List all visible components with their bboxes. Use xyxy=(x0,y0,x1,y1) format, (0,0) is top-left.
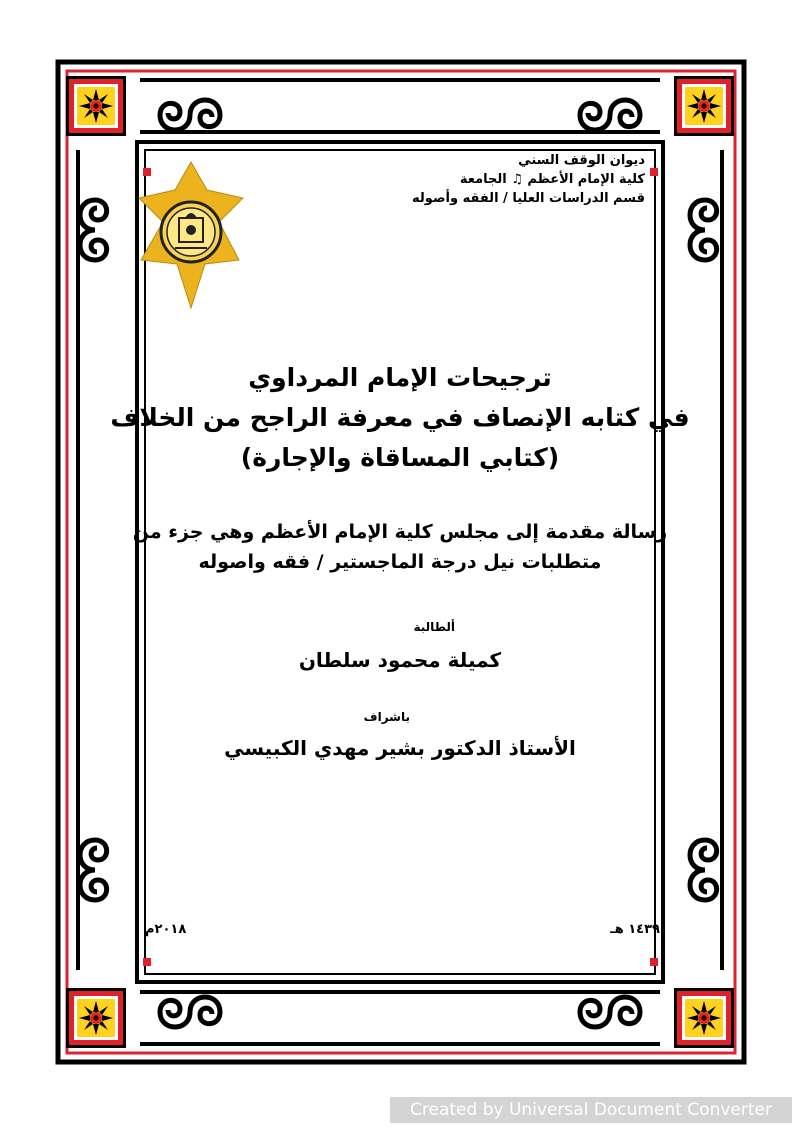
converter-watermark: Created by Universal Document Converter xyxy=(390,1097,792,1123)
institution-line-1: ديوان الوقف السني xyxy=(518,153,645,168)
institution-line-3: قسم الدراسات العليا / الفقه وأصوله xyxy=(412,191,645,206)
title-line-1: ترجيحات الإمام المرداوي xyxy=(248,363,552,392)
supervisor-label: باشراف xyxy=(363,710,410,724)
title-line-3: (كتابي المساقاة والإجارة) xyxy=(240,443,560,472)
title-line-2: في كتابه الإنصاف في معرفة الراجح من الخلاف xyxy=(110,403,690,432)
subtitle-line-1: رسالة مقدمة إلى مجلس كلية الإمام الأعظم وهي جزء من xyxy=(132,521,668,543)
institution-line-2: كلية الإمام الأعظم ♫ الجامعة xyxy=(459,172,645,187)
college-emblem-icon xyxy=(135,160,247,310)
hijri-date: ١٤٣٩ هـ xyxy=(610,922,660,937)
subtitle-line-2: متطلبات نيل درجة الماجستير / فقه واصوله xyxy=(198,551,602,573)
supervisor-name: الأستاذ الدكتور بشير مهدي الكبيسي xyxy=(224,736,576,760)
student-label: ألطالبة xyxy=(413,620,455,634)
gregorian-date: ٢٠١٨م xyxy=(145,922,187,937)
student-name: كميلة محمود سلطان xyxy=(298,648,502,672)
